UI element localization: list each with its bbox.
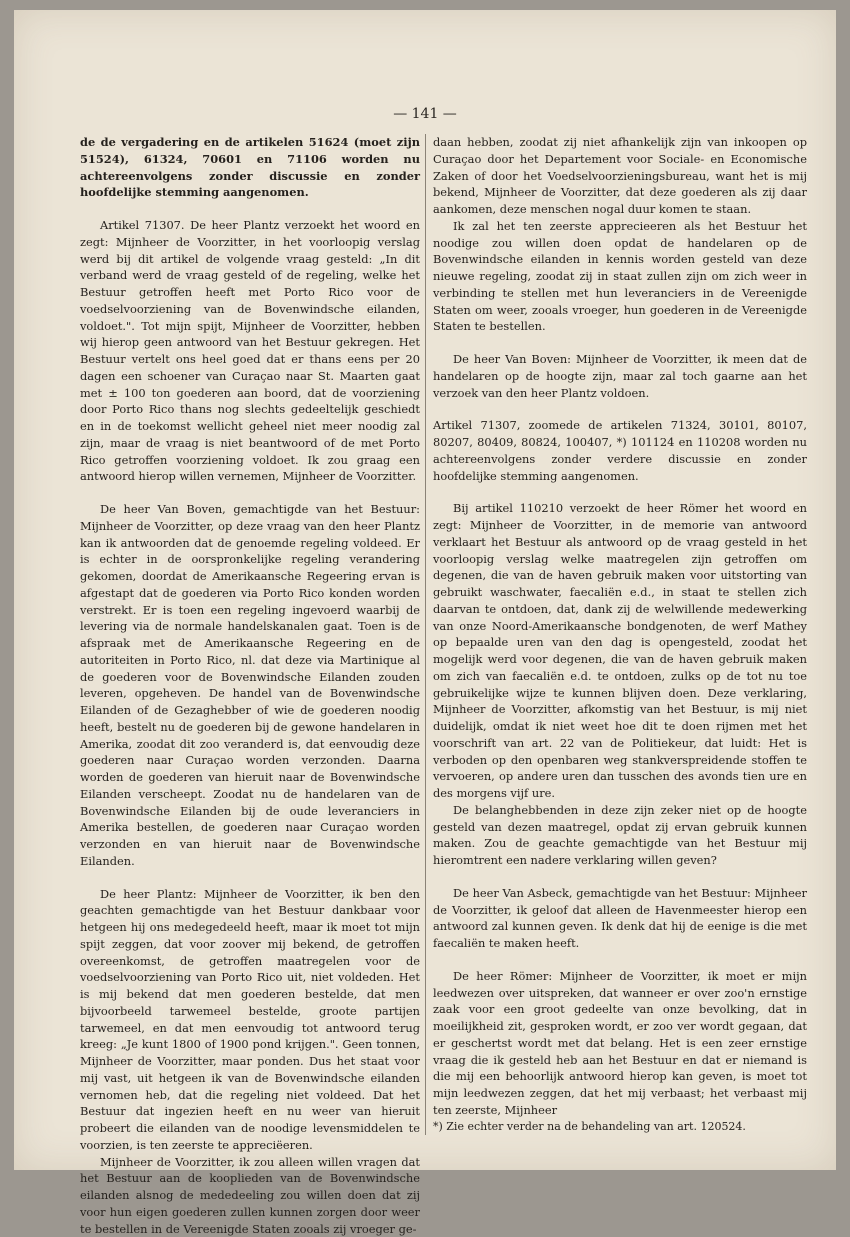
page-number: — 141 — xyxy=(14,106,836,122)
paragraph: De heer Van Boven: Mijnheer de Voorzitter, ik meen dat de handelaren op de hoogte zijn, maar zal toch gaarne aan het verzoek van den heer Plantz voldoen. xyxy=(433,351,807,401)
right-column xyxy=(425,134,807,1135)
paragraph: De belanghebbenden in deze zijn zeker niet op de hoogte gesteld van dezen maatregel, opdat zij ervan gebruik kunnen maken. Zou de geachte gemachtigde van het Bestuur mij hieromtrent een nadere verklaring willen geven? xyxy=(433,802,807,869)
left-column xyxy=(80,134,420,1237)
paragraph: De heer Plantz: Mijnheer de Voorzitter, ik ben den geachten gemachtigde van het Bestuur dankbaar voor hetgeen hij ons medegedeeld heeft, maar ik moet tot mijn spijt zeggen, dat voor zoover mij bekend, de getroffen overeenkomst, de getroffen maatregelen voor de voedselvoorziening van Porto Rico uit, niet voldeden. Het is mij bekend dat men goederen bestelde, dat men bijvoorbeeld tarwemeel bestelde, groote partijen tarwemeel, en dat men eenvoudig tot antwoord terug kreeg: „Je kunt 1800 of 1900 pond krijgen.". Geen tonnen, Mijnheer de Voorzitter, maar ponden. Dus het staat voor mij vast, uit hetgeen ik van de Bovenwindsche eilanden vernomen heb, dat die regeling niet voldeed. Dat het Bestuur dat ingezien heeft en nu weer van hieruit probeert die eilanden van de noodige levensmiddelen te voorzien, is ten zeerste te appreciëeren. xyxy=(80,886,420,1154)
paragraph: De heer Van Boven, gemachtigde van het Bestuur: Mijnheer de Voorzitter, op deze vraag van den heer Plantz kan ik antwoorden dat de genoemde regeling voldeed. Er is echter in de oorspronkelijke regeling verandering gekomen, doordat de Amerikaansche Regeering ervan is afgestapt dat de goederen via Porto Rico konden worden verstrekt. Er is toen een regeling ingevoerd waarbij de levering via de normale handelskanalen gaat. Toen is de afspraak met de Amerikaansche Regeering en de autoriteiten in Porto Rico, nl. dat deze via Martinique al de goederen voor de Bovenwindsche Eilanden zouden leveren, opgeheven. De handel van de Bovenwindsche Eilanden of de Gezaghebber of wie de goederen noodig heeft, bestelt nu de goederen bij de gewone handelaren in Amerika, zoodat dit zoo veranderd is, dat eenvoudig deze goederen naar Curaçao worden verzonden. Daarna worden de goederen van hieruit naar de Bovenwindsche Eilanden verscheept. Zoodat nu de handelaren van de Bovenwindsche Eilanden bij de oude leveranciers in Amerika bestellen, de goederen naar Curaçao worden verzonden en van hieruit naar de Bovenwindsche Eilanden. xyxy=(80,501,420,870)
paragraph: De heer Römer: Mijnheer de Voorzitter, ik moet er mijn leedwezen over uitspreken, dat wanneer er over zoo'n ernstige zaak voor een groot gedeelte van onze bevolking, dat in moeilijkheid zit, gesproken wordt, er zoo ver wordt gegaan, dat er geschertst wordt met dat belang. Het is een zeer ernstige vraag die ik gesteld heb aan het Bestuur en dat er niemand is die mij een behoorlijk antwoord hierop kan geven, is moet tot mijn leedwezen zeggen, dat het mij verbaast; het verbaast mij ten zeerste, Mijnheer xyxy=(433,968,807,1119)
paragraph: Mijnheer de Voorzitter, ik zou alleen willen vragen dat het Bestuur aan de kooplieden van de Bovenwindsche eilanden alsnog de mededeeling zou willen doen dat zij voor hun eigen goederen zullen kunnen zorgen door weer te bestellen in de Vereenigde Staten zooals zij vroeger ge- xyxy=(80,1154,420,1237)
paragraph: Bij artikel 110210 verzoekt de heer Römer het woord en zegt: Mijnheer de Voorzitter, in de memorie van antwoord verklaart het Bestuur als antwoord op de vraag gesteld in het voorloopig verslag welke maatregelen zijn getroffen om degenen, die van de haven gebruik maken voor uitstorting van gebruikt waschwater, faecaliën e.d., in staat te stellen zich daarvan te ontdoen, dat, dank zij de welwillende medewerking van onze Noord-Amerikaansche bondgenoten, de werf Mathey op bepaalde uren van den dag is opengesteld, zoodat het mogelijk werd voor degenen, die van de haven gebruik maken om zich van faecaliën e.d. te ontdoen, zulks op de tot nu toe gebruikelijke wijze te kunnen blijven doen. Deze verklaring, Mijnheer de Voorzitter, afkomstig van het Bestuur, is mij niet duidelijk, omdat ik niet weet hoe dit te doen rijmen met het voorschrift van art. 22 van de Politiekeur, dat luidt: Het is verboden op den openbaren weg stankverspreidende stoffen te vervoeren, op andere uren dan tusschen des avonds tien ure en des morgens vijf ure. xyxy=(433,500,807,802)
paragraph: Artikel 71307, zoomede de artikelen 71324, 30101, 80107, 80207, 80409, 80824, 100407, *) 101124 en 110208 worden nu achtereenvolgens zonder verdere discussie en zonder hoofdelijke stemming aangenomen. xyxy=(433,417,807,484)
paragraph: daan hebben, zoodat zij niet afhankelijk zijn van inkoopen op Curaçao door het Departement voor Sociale- en Economische Zaken of door het Voedselvoorzieningsbureau, want het is mij bekend, Mijnheer de Voorzitter, dat deze goederen als zij daar aankomen, deze menschen nogal duur komen te staan. xyxy=(433,134,807,218)
paragraph: de de vergadering en de artikelen 51624 (moet zijn 51524), 61324, 70601 en 71106 worden nu achtereenvolgens zonder discussie en zonder hoofdelijke stemming aangenomen. xyxy=(80,134,420,201)
paragraph: Artikel 71307. De heer Plantz verzoekt het woord en zegt: Mijnheer de Voorzitter, in het voorloopig verslag werd bij dit artikel de volgende vraag gesteld: „In dit verband werd de vraag gesteld of de regeling, welke het Bestuur getroffen heeft met Porto Rico voor de voedselvoorziening van de Bovenwindsche eilanden, voldoet.". Tot mijn spijt, Mijnheer de Voorzitter, hebben wij hierop geen antwoord van het Bestuur gekregen. Het Bestuur vertelt ons heel goed dat er thans eens per 20 dagen een schoener van Curaçao naar St. Maarten gaat met ± 100 ton goederen aan boord, dat de voorziening door Porto Rico thans nog slechts gedeeltelijk geschiedt en in de toekomst wellicht geheel niet meer noodig zal zijn, maar de vraag is niet beantwoord of de met Porto Rico getroffen voorziening voldoet. Ik zou graag een antwoord hierop willen vernemen, Mijnheer de Voorzitter. xyxy=(80,217,420,485)
footnote: *) Zie echter verder na de behandeling van art. 120524. xyxy=(433,1119,807,1136)
paragraph: Ik zal het ten zeerste apprecieeren als het Bestuur het noodige zou willen doen opdat de handelaren op de Bovenwindsche eilanden in kennis worden gesteld van deze nieuwe regeling, zoodat zij in staat zullen zijn om zich weer in verbinding te stellen met hun leveranciers in de Vereenigde Staten om weer, zooals vroeger, hun goederen in de Vereenigde Staten te bestellen. xyxy=(433,218,807,335)
paragraph: De heer Van Asbeck, gemachtigde van het Bestuur: Mijnheer de Voorzitter, ik geloof dat alleen de Havenmeester hierop een antwoord zal kunnen geven. Ik denk dat hij de eenige is die met faecaliën te maken heeft. xyxy=(433,885,807,952)
document-page xyxy=(14,10,836,1170)
